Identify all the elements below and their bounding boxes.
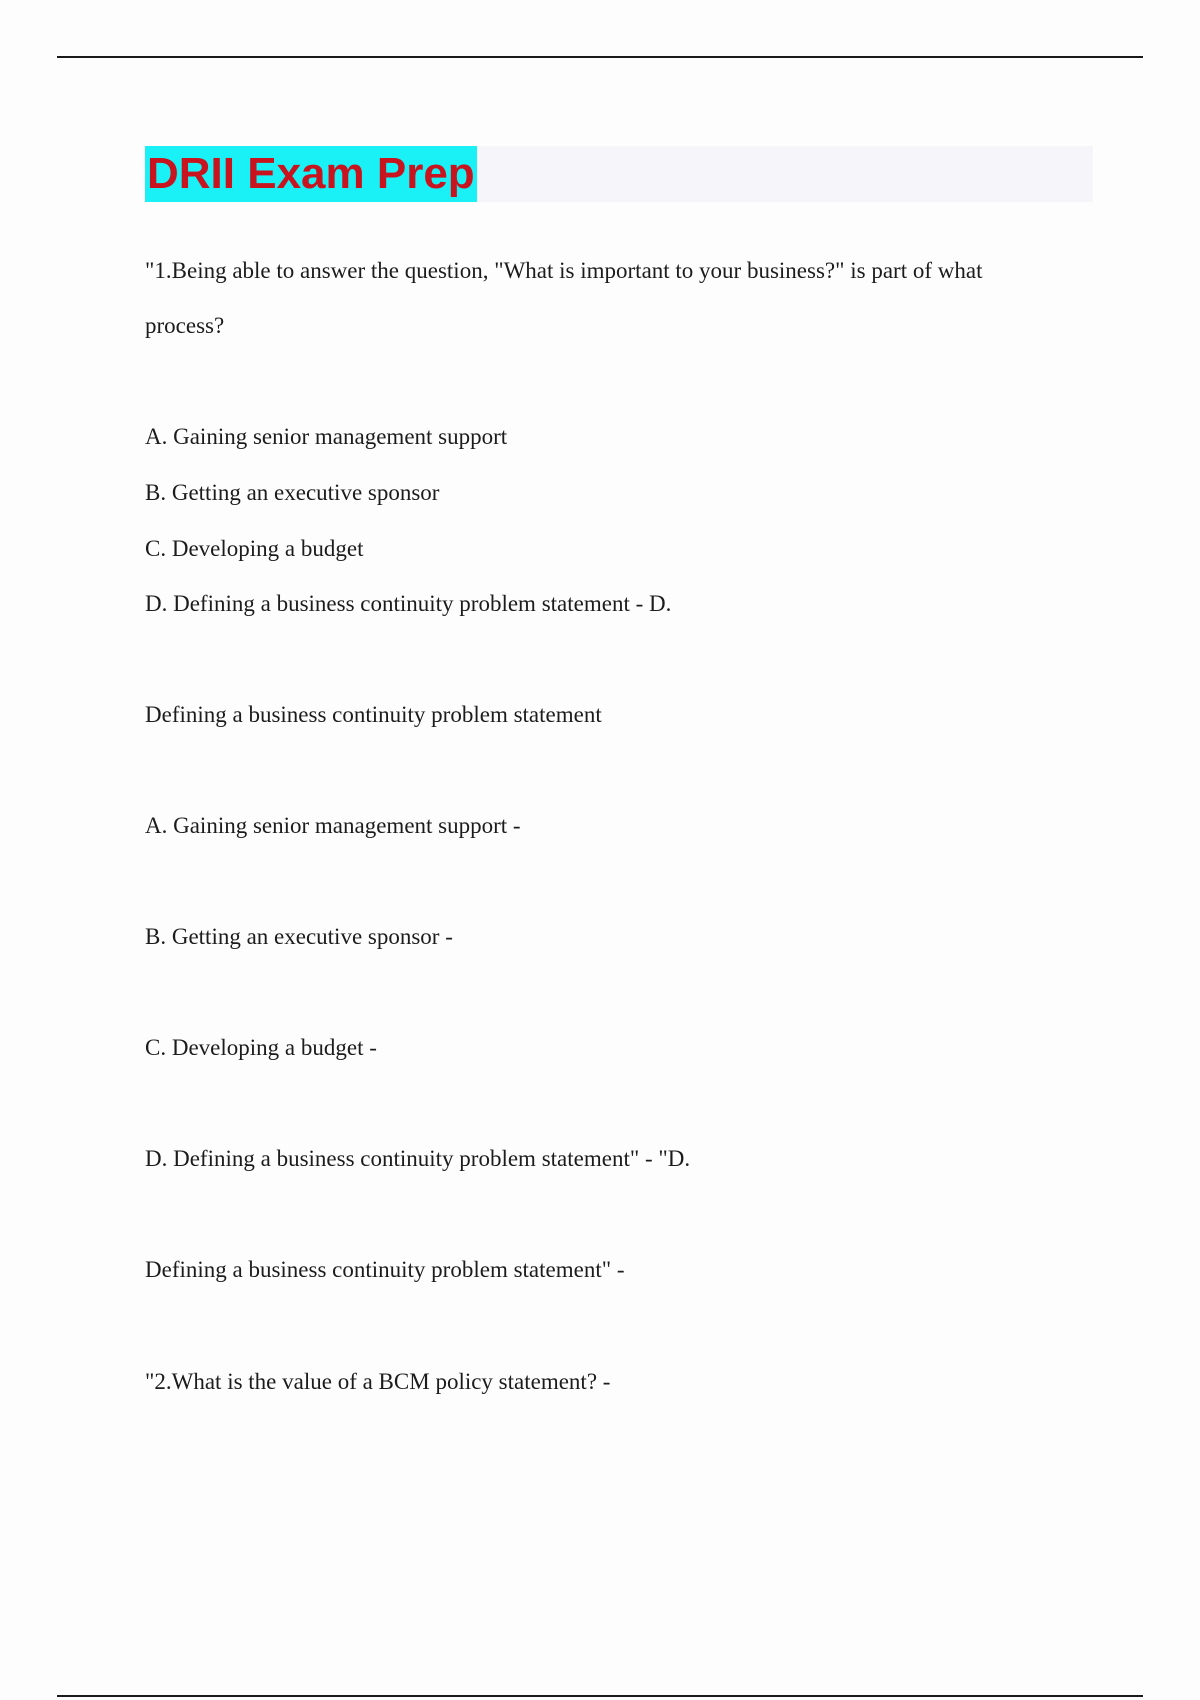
header-rule bbox=[57, 56, 1143, 58]
repeat-option-c: C. Developing a budget - bbox=[145, 1035, 377, 1060]
document-title: DRII Exam Prep bbox=[147, 149, 475, 198]
repeat-option-b: B. Getting an executive sponsor - bbox=[145, 924, 453, 949]
question-2: "2.What is the value of a BCM policy statement? - bbox=[145, 1369, 611, 1394]
title-highlight bbox=[145, 146, 477, 202]
repeat-option-a: A. Gaining senior management support - bbox=[145, 813, 521, 838]
question-1-line-1: "1.Being able to answer the question, "What is important to your business?" is part of what bbox=[145, 258, 983, 283]
repeat-option-d: D. Defining a business continuity problem statement" - "D. bbox=[145, 1146, 691, 1171]
question-1-line-2: process? bbox=[145, 313, 225, 338]
option-b: B. Getting an executive sponsor bbox=[145, 480, 440, 505]
answer-text: Defining a business continuity problem statement bbox=[145, 702, 602, 727]
option-a: A. Gaining senior management support bbox=[145, 424, 508, 449]
footer-rule bbox=[57, 1695, 1143, 1697]
option-c: C. Developing a budget bbox=[145, 536, 364, 561]
option-d-answer: D. Defining a business continuity problem statement - D. bbox=[145, 591, 672, 616]
repeat-answer-text: Defining a business continuity problem statement" - bbox=[145, 1257, 625, 1282]
